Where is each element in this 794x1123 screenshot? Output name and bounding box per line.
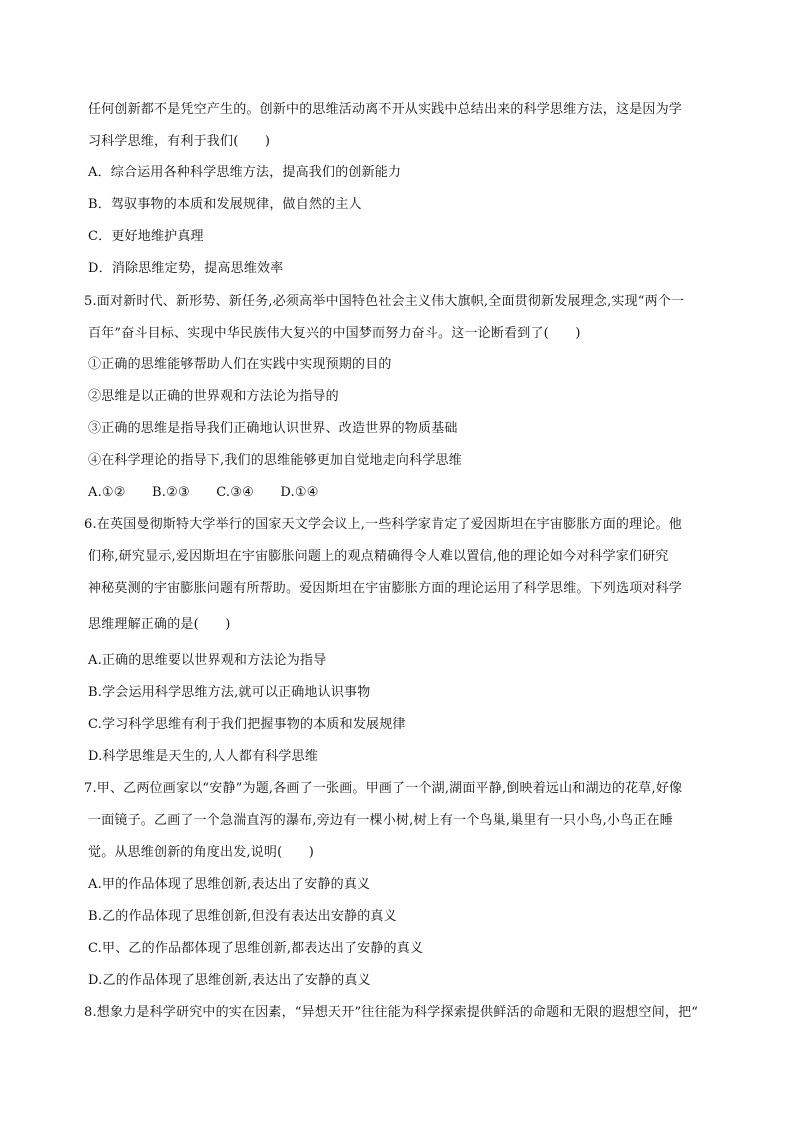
q4-option-d: D．消除思维定势，提高思维效率 bbox=[88, 261, 284, 276]
q8-stem-line-1: 8.想象力是科学研究中的实在因素，“异想天开”往往能为科学探索提供鲜活的命题和无限的遐想空间，把“ bbox=[84, 1005, 699, 1020]
q5-statement-4: ④在科学理论的指导下,我们的思维能够更加自觉地走向科学思维 bbox=[88, 453, 462, 468]
q4-option-b: B．驾驭事物的本质和发展规律，做自然的主人 bbox=[88, 197, 362, 212]
q7-option-b: B.乙的作品体现了思维创新,但没有表达出安静的真义 bbox=[88, 909, 397, 924]
q7-option-c: C.甲、乙的作品都体现了思维创新,都表达出了安静的真义 bbox=[88, 941, 424, 956]
q7-option-d: D.乙的作品体现了思维创新,表达出了安静的真义 bbox=[88, 973, 371, 988]
q6-option-a: A.正确的思维要以世界观和方法论为指导 bbox=[88, 653, 327, 668]
q6-option-b: B.学会运用科学思维方法,就可以正确地认识事物 bbox=[88, 685, 371, 700]
q6-stem-line-2: 们称,研究显示,爱因斯坦在宇宙膨胀问题上的观点精确得令人难以置信,他的理论如今对科学家们研究 bbox=[88, 549, 669, 564]
q7-stem-line-2: 一面镜子。乙画了一个急湍直泻的瀑布,旁边有一棵小树,树上有一个鸟巢,巢里有一只小鸟,小鸟正在睡 bbox=[88, 813, 673, 828]
q6-option-d: D.科学思维是天生的,人人都有科学思维 bbox=[88, 749, 319, 764]
q5-stem-line-1: 5.面对新时代、新形势、新任务,必须高举中国特色社会主义伟大旗帜,全面贯彻新发展理念,实现“两个一 bbox=[84, 294, 685, 309]
q4-stem-line-2: 习科学思维，有利于我们( ) bbox=[88, 134, 271, 149]
q5-statement-3: ③正确的思维是指导我们正确地认识世界、改造世界的物质基础 bbox=[88, 421, 458, 436]
q4-stem-line-1: 任何创新都不是凭空产生的。创新中的思维活动离不开从实践中总结出来的科学思维方法，这是因为学 bbox=[88, 102, 683, 117]
q7-option-a: A.甲的作品体现了思维创新,表达出了安静的真义 bbox=[88, 877, 371, 892]
q4-option-a: A．综合运用各种科学思维方法，提高我们的创新能力 bbox=[88, 165, 402, 180]
q6-stem-line-1: 6.在英国曼彻斯特大学举行的国家天文学会议上,一些科学家肯定了爱因斯坦在宇宙膨胀方面的理论。他 bbox=[84, 517, 682, 532]
q6-stem-line-3: 神秘莫测的宇宙膨胀问题有所帮助。爱因斯坦在宇宙膨胀方面的理论运用了科学思维。下列选项对科学 bbox=[88, 581, 683, 596]
q6-option-c: C.学习科学思维有利于我们把握事物的本质和发展规律 bbox=[88, 717, 406, 732]
q6-stem-line-4: 思维理解正确的是( ) bbox=[88, 617, 231, 632]
q5-options: A.①② B.②③ C.③④ D.①④ bbox=[88, 485, 319, 500]
q5-stem-line-2: 百年”奋斗目标、实现中华民族伟大复兴的中国梦而努力奋斗。这一论断看到了( ) bbox=[88, 326, 581, 341]
q5-statement-2: ②思维是以正确的世界观和方法论为指导的 bbox=[88, 389, 339, 404]
q5-statement-1: ①正确的思维能够帮助人们在实践中实现预期的目的 bbox=[88, 357, 392, 372]
q7-stem-line-3: 觉。从思维创新的角度出发,说明( ) bbox=[88, 845, 315, 860]
q4-option-c: C．更好地维护真理 bbox=[88, 229, 204, 244]
q7-stem-line-1: 7.甲、乙两位画家以“安静”为题,各画了一张画。甲画了一个湖,湖面平静,倒映着远山和湖边的花草,好像 bbox=[84, 781, 683, 796]
